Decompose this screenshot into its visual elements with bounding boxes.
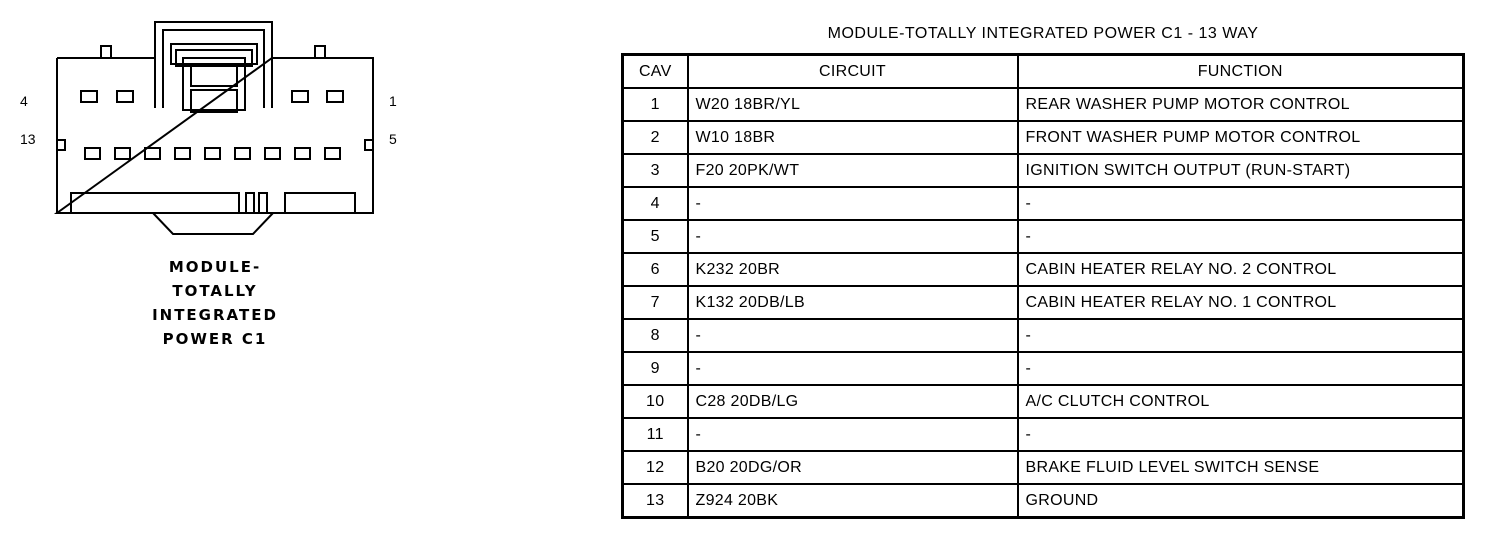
connector-label: [110, 255, 320, 351]
table-row: [623, 154, 1464, 187]
function-cell: CABIN HEATER RELAY NO. 2 CONTROL: [1018, 253, 1464, 286]
circuit-cell: -: [688, 319, 1018, 352]
cav-cell: 13: [623, 484, 688, 518]
circuit-cell: W10 18BR: [688, 121, 1018, 154]
function-cell: BRAKE FLUID LEVEL SWITCH SENSE: [1018, 451, 1464, 484]
cav-cell: 5: [623, 220, 688, 253]
header-function: FUNCTION: [1018, 55, 1464, 89]
pinout-table: [621, 53, 1465, 519]
function-cell: REAR WASHER PUMP MOTOR CONTROL: [1018, 88, 1464, 121]
circuit-cell: K232 20BR: [688, 253, 1018, 286]
cavity-1: [327, 91, 343, 102]
key-right: [285, 193, 355, 213]
cav-cell: 8: [623, 319, 688, 352]
cav-cell: 11: [623, 418, 688, 451]
cav-cell: 1: [623, 88, 688, 121]
connector-label-line: TOTALLY: [172, 282, 258, 300]
cav-cell: 7: [623, 286, 688, 319]
bottom-tab: [153, 213, 273, 234]
ear-left: [101, 46, 111, 58]
pin-label-13: 13: [20, 131, 36, 147]
cavity-13: [85, 148, 100, 159]
function-cell: -: [1018, 352, 1464, 385]
function-cell: -: [1018, 418, 1464, 451]
function-cell: -: [1018, 187, 1464, 220]
cav-cell: 2: [623, 121, 688, 154]
connector-label-line: INTEGRATED: [152, 306, 278, 324]
function-cell: IGNITION SWITCH OUTPUT (RUN-START): [1018, 154, 1464, 187]
function-cell: CABIN HEATER RELAY NO. 1 CONTROL: [1018, 286, 1464, 319]
circuit-cell: -: [688, 418, 1018, 451]
table-row: [623, 88, 1464, 121]
pin-label-4: 4: [20, 93, 28, 109]
cavity-11: [145, 148, 160, 159]
connector-body-outline: [57, 58, 373, 213]
pin-label-5: 5: [389, 131, 397, 147]
table-row: [623, 220, 1464, 253]
circuit-cell: W20 18BR/YL: [688, 88, 1018, 121]
header-circuit: CIRCUIT: [688, 55, 1018, 89]
table-header-row: [623, 55, 1464, 89]
table-row: [623, 286, 1464, 319]
function-cell: GROUND: [1018, 484, 1464, 518]
cav-cell: 9: [623, 352, 688, 385]
connector-label-line: POWER C1: [162, 330, 268, 348]
cav-cell: 12: [623, 451, 688, 484]
circuit-cell: Z924 20BK: [688, 484, 1018, 518]
function-cell: -: [1018, 319, 1464, 352]
function-cell: FRONT WASHER PUMP MOTOR CONTROL: [1018, 121, 1464, 154]
table-row: [623, 253, 1464, 286]
circuit-cell: -: [688, 187, 1018, 220]
table-row: [623, 418, 1464, 451]
circuit-cell: K132 20DB/LB: [688, 286, 1018, 319]
table-row: [623, 352, 1464, 385]
function-cell: A/C CLUTCH CONTROL: [1018, 385, 1464, 418]
table-row: [623, 385, 1464, 418]
cavity-2: [292, 91, 308, 102]
cavity-5: [325, 148, 340, 159]
cav-cell: 10: [623, 385, 688, 418]
connector-label-line: MODULE-: [168, 258, 262, 276]
cavity-3: [117, 91, 133, 102]
key-left: [71, 193, 239, 213]
cavity-12: [115, 148, 130, 159]
circuit-cell: -: [688, 220, 1018, 253]
table-row: [623, 484, 1464, 518]
circuit-cell: C28 20DB/LG: [688, 385, 1018, 418]
cav-cell: 3: [623, 154, 688, 187]
ear-right: [315, 46, 325, 58]
pin-label-1: 1: [389, 93, 397, 109]
cavity-9: [205, 148, 220, 159]
cav-cell: 6: [623, 253, 688, 286]
cavity-7: [265, 148, 280, 159]
table-row: [623, 187, 1464, 220]
connector-diagram: [0, 0, 600, 536]
function-cell: -: [1018, 220, 1464, 253]
cavity-8: [235, 148, 250, 159]
header-cav: CAV: [623, 55, 688, 89]
circuit-cell: -: [688, 352, 1018, 385]
cavity-4: [81, 91, 97, 102]
table-title: MODULE-TOTALLY INTEGRATED POWER C1 - 13 WAY: [827, 25, 1259, 42]
cav-cell: 4: [623, 187, 688, 220]
table-row: [623, 319, 1464, 352]
cavity-10: [175, 148, 190, 159]
table-row: [623, 451, 1464, 484]
circuit-cell: F20 20PK/WT: [688, 154, 1018, 187]
circuit-cell: B20 20DG/OR: [688, 451, 1018, 484]
table-row: [623, 121, 1464, 154]
cavity-6: [295, 148, 310, 159]
